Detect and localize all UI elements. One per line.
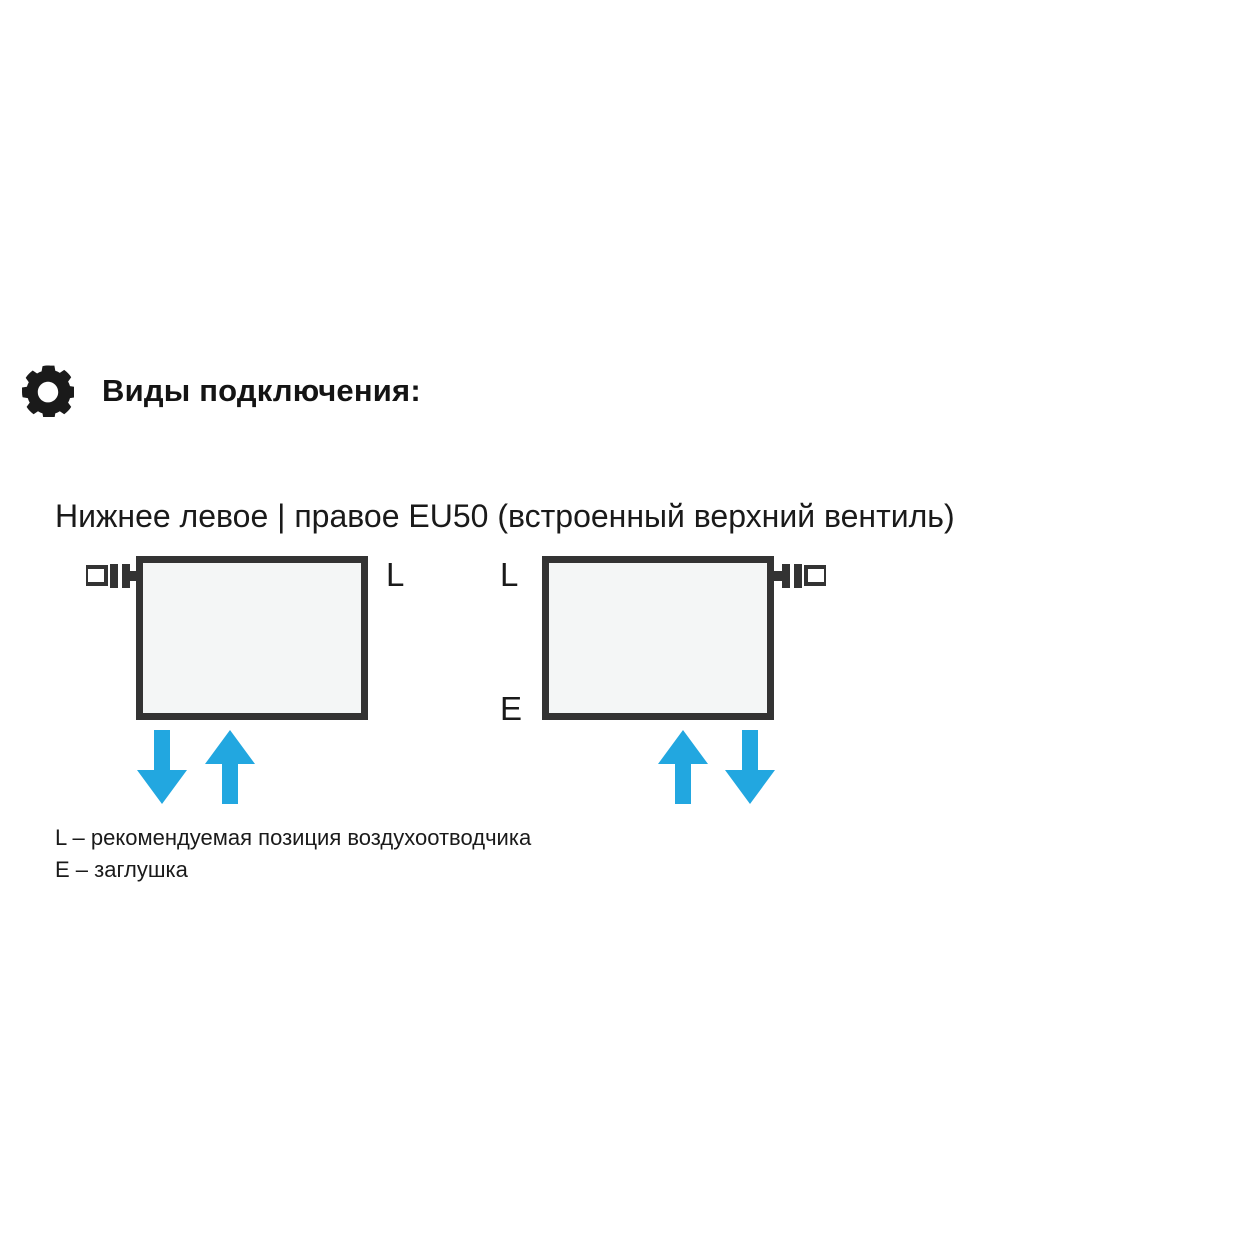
marker-label-L-right: L xyxy=(500,556,519,593)
legend-line-L: L – рекомендуемая позиция воздухоотводчика xyxy=(55,825,532,850)
legend xyxy=(55,822,531,886)
marker-label-E-right: E xyxy=(500,690,523,727)
pipe-nipple-right xyxy=(774,562,826,590)
page-title: Виды подключения: xyxy=(102,373,421,408)
connection-type-caption: Нижнее левое | правое EU50 (встроенный верхний вентиль) xyxy=(55,498,955,534)
gear-icon xyxy=(22,365,74,417)
airflow-arrow-down-left xyxy=(134,730,190,804)
radiator-panel-left xyxy=(136,556,368,720)
section-header xyxy=(22,365,421,417)
airflow-arrow-up-right xyxy=(655,730,711,804)
airflow-arrow-up-left xyxy=(202,730,258,804)
pipe-nipple-left xyxy=(86,562,138,590)
legend-line-E: E – заглушка xyxy=(55,857,188,882)
airflow-arrow-down-right xyxy=(722,730,778,804)
radiator-panel-right xyxy=(542,556,774,720)
marker-label-L-left: L xyxy=(386,556,405,593)
